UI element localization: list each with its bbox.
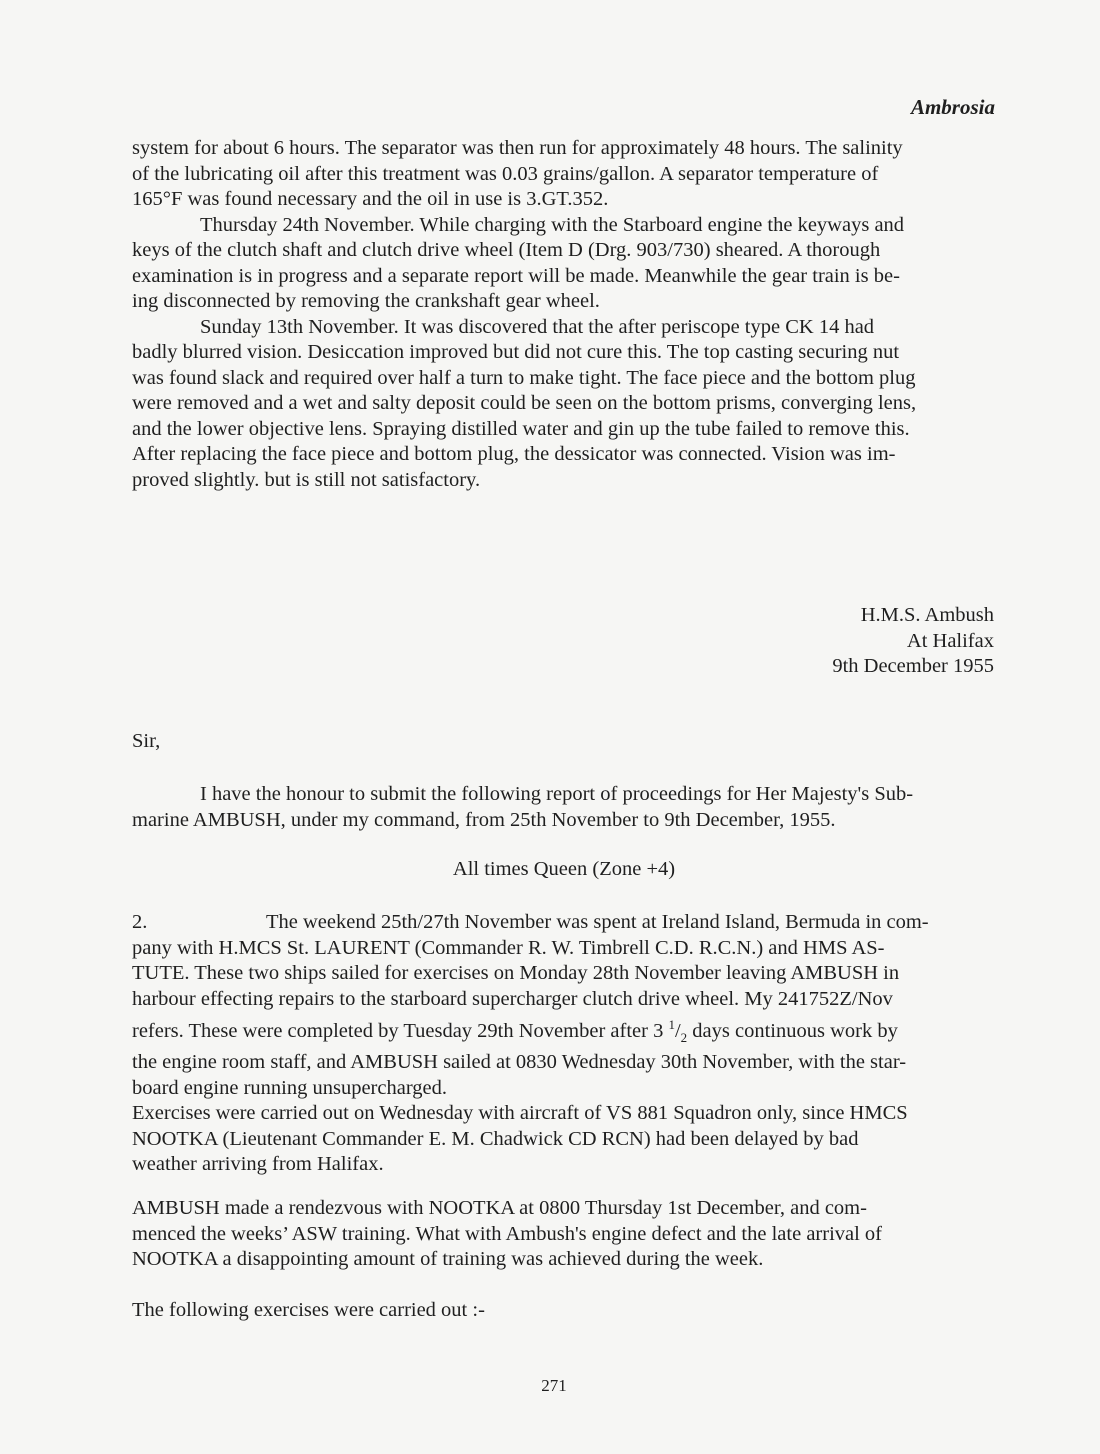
text-line: After replacing the face piece and bottom plug, the dessicator was connected. Vision was im- (132, 443, 896, 465)
times-note: All times Queen (Zone +4) (452, 858, 676, 880)
text-line: of the lubricating oil after this treatment was 0.03 grains/gallon. A separator temperature of (132, 162, 879, 185)
text-line: system for about 6 hours. The separator was then run for approximately 48 hours. The salinity (132, 137, 903, 159)
address-ship: H.M.S. Ambush (860, 604, 994, 626)
running-title: Ambrosia (910, 95, 995, 119)
text-line: and the lower objective lens. Spraying distilled water and gin up the tube failed to remove this. (132, 417, 910, 440)
text-line: TUTE. These two ships sailed for exercises on Monday 28th November leaving AMBUSH in (132, 962, 900, 984)
exercises-intro: The following exercises were carried out :- (132, 1299, 485, 1321)
text-line: board engine running unsupercharged. (132, 1076, 447, 1099)
text-line: examination is in progress and a separate report will be made. Meanwhile the gear train is be- (132, 264, 900, 287)
paragraph-nootka (132, 1196, 990, 1273)
text-line: badly blurred vision. Desiccation improved but did not cure this. The top casting securing nut (132, 341, 900, 363)
paragraph-separator (132, 136, 990, 213)
paragraph-clutch (132, 213, 990, 315)
fraction-numerator: 1 (668, 1017, 675, 1032)
sender-address (832, 603, 994, 680)
text-line: keys of the clutch shaft and clutch drive wheel (Item D (Drg. 903/730) sheared. A thorough (132, 239, 881, 261)
text-line: menced the weeks’ ASW training. What with Ambush's engine defect and the late arrival of (132, 1222, 883, 1245)
text-line: days continuous work by (687, 1019, 898, 1042)
text-line: harbour effecting repairs to the starboard supercharger clutch drive wheel. My 241752Z/Nov (132, 987, 893, 1010)
text-line: NOOTKA a disappointing amount of training was achieved during the week. (132, 1248, 764, 1270)
text-line: were removed and a wet and salty deposit could be seen on the bottom prisms, converging lens, (132, 392, 917, 414)
text-line: I have the honour to submit the following report of proceedings for Her Majesty's Sub- (200, 783, 914, 805)
paragraph-number: 2. (132, 911, 148, 933)
text-line: Exercises were carried out on Wednesday with aircraft of VS 881 Squadron only, since HMCS (132, 1102, 908, 1125)
text-line: The weekend 25th/27th November was spent at Ireland Island, Bermuda in com- (266, 911, 929, 933)
text-line: ing disconnected by removing the crankshaft gear wheel. (132, 290, 600, 312)
continued-section (132, 136, 990, 493)
paragraph-periscope (132, 315, 990, 494)
text-line: pany with H.MCS St. LAURENT (Commander R. W. Timbrell C.D. R.C.N.) and HMS AS- (132, 936, 885, 959)
text-line: refers. These were completed by Tuesday 29th November after 3 (132, 1019, 669, 1042)
text-line: weather arriving from Halifax. (132, 1153, 384, 1176)
address-date: 9th December 1955 (832, 655, 994, 677)
intro-paragraph (132, 782, 990, 833)
page-number: 271 (541, 1376, 567, 1395)
text-line: marine AMBUSH, under my command, from 25th November to 9th December, 1955. (132, 808, 836, 831)
text-line: 165°F was found necessary and the oil in use is 3.GT.352. (132, 188, 609, 210)
text-line: NOOTKA (Lieutenant Commander E. M. Chadwick CD RCN) had been delayed by bad (132, 1127, 859, 1150)
text-line: Sunday 13th November. It was discovered that the after periscope type CK 14 had (200, 315, 875, 338)
text-line: was found slack and required over half a turn to make tight. The face piece and the bottom plug (132, 366, 916, 389)
text-line: Thursday 24th November. While charging with the Starboard engine the keyways and (200, 213, 905, 236)
paragraph-2: 2. The weekend 25th/27th November was spent at Ireland Island, Bermuda in com- pany with H.MCS St. LAURENT (Commander R. W. Timbrell C.D. R.C.N.) and HMS AS- TUTE. These two ships sailed for exercises on Monday 28th November leaving AMBUSH in harbour effecting repairs to the starboard supercharger clutch drive wheel. My 241752Z/Nov refers. These were completed by Tuesday 29th November after 3 $^1/_2$ days continuous work by the engine room staff, and AMBUSH sailed at 0830 Wednesday 30th November, with the star- board engine running unsupercharged. Exercises were carried out on Wednesday with aircraft of VS 881 Squadron only, since HMCS NOOTKA (Lieutenant Commander E. M. Chadwick CD RCN) had been delayed by bad weather arriving from Halifax. (132, 911, 929, 1176)
text-line: proved slightly. but is still not satisfactory. (132, 468, 481, 491)
address-location: At Halifax (906, 629, 994, 652)
text-line: AMBUSH made a rendezvous with NOOTKA at 0800 Thursday 1st December, and com- (132, 1197, 867, 1219)
fraction-denominator: 2 (680, 1029, 688, 1045)
text-line: the engine room staff, and AMBUSH sailed at 0830 Wednesday 30th November, with the star- (132, 1051, 907, 1074)
salutation: Sir, (132, 730, 161, 752)
